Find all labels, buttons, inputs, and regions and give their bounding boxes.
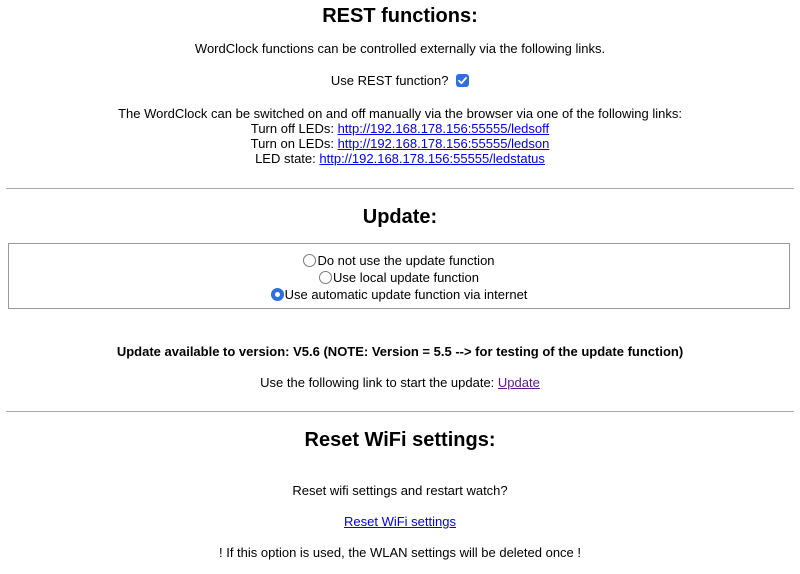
rest-link-label: LED state:: [255, 151, 316, 166]
update-option-label: Do not use the update function: [317, 253, 495, 268]
rest-link-row: [0, 136, 800, 151]
reset-wifi-link[interactable]: Reset WiFi settings: [344, 514, 456, 529]
update-options-box: [8, 243, 790, 309]
update-option-row[interactable]: [9, 252, 789, 269]
rest-use-label: Use REST function?: [330, 73, 449, 88]
led-status-link[interactable]: http://192.168.178.156:55555/ledstatus: [319, 151, 545, 166]
reset-warning: ! If this option is used, the WLAN settings will be deleted once !: [218, 545, 582, 560]
update-link-prefix: Use the following link to start the update:: [260, 375, 495, 390]
radio-local-update[interactable]: [319, 271, 332, 284]
checkmark-icon: [457, 75, 468, 86]
reset-question: Reset wifi settings and restart watch?: [292, 483, 508, 498]
update-section: [0, 205, 800, 229]
leds-on-link[interactable]: http://192.168.178.156:55555/ledson: [337, 136, 550, 151]
update-link[interactable]: Update: [497, 375, 540, 390]
leds-off-link[interactable]: http://192.168.178.156:55555/ledsoff: [337, 121, 550, 136]
section-divider: [6, 411, 794, 412]
rest-link-row: [0, 121, 800, 136]
rest-link-label: Turn off LEDs:: [250, 121, 334, 136]
rest-use-checkbox[interactable]: [456, 74, 469, 87]
rest-use-row: [0, 73, 800, 88]
reset-link-row: [0, 514, 800, 529]
update-option-label: Use local update function: [333, 270, 479, 285]
reset-title: Reset WiFi settings:: [304, 429, 496, 451]
update-option-label: Use automatic update function via internet: [284, 287, 528, 302]
update-option-row[interactable]: [9, 269, 789, 286]
reset-section: [0, 428, 800, 452]
rest-switch-text: The WordClock can be switched on and off manually via the browser via one of the following links:: [118, 106, 682, 121]
rest-title: REST functions:: [322, 5, 478, 27]
update-title: Update:: [362, 206, 438, 228]
update-option-row[interactable]: [9, 286, 789, 303]
rest-section: [0, 4, 800, 28]
rest-intro: WordClock functions can be controlled externally via the following links.: [194, 41, 606, 56]
rest-link-row: [0, 151, 800, 166]
rest-link-label: Turn on LEDs:: [250, 136, 334, 151]
update-available-text: Update available to version: V5.6 (NOTE: Version = 5.5 --> for testing of the update function): [116, 344, 684, 359]
section-divider: [6, 188, 794, 189]
radio-auto-update[interactable]: [271, 288, 284, 301]
radio-no-update[interactable]: [303, 254, 316, 267]
update-link-row: [0, 375, 800, 390]
